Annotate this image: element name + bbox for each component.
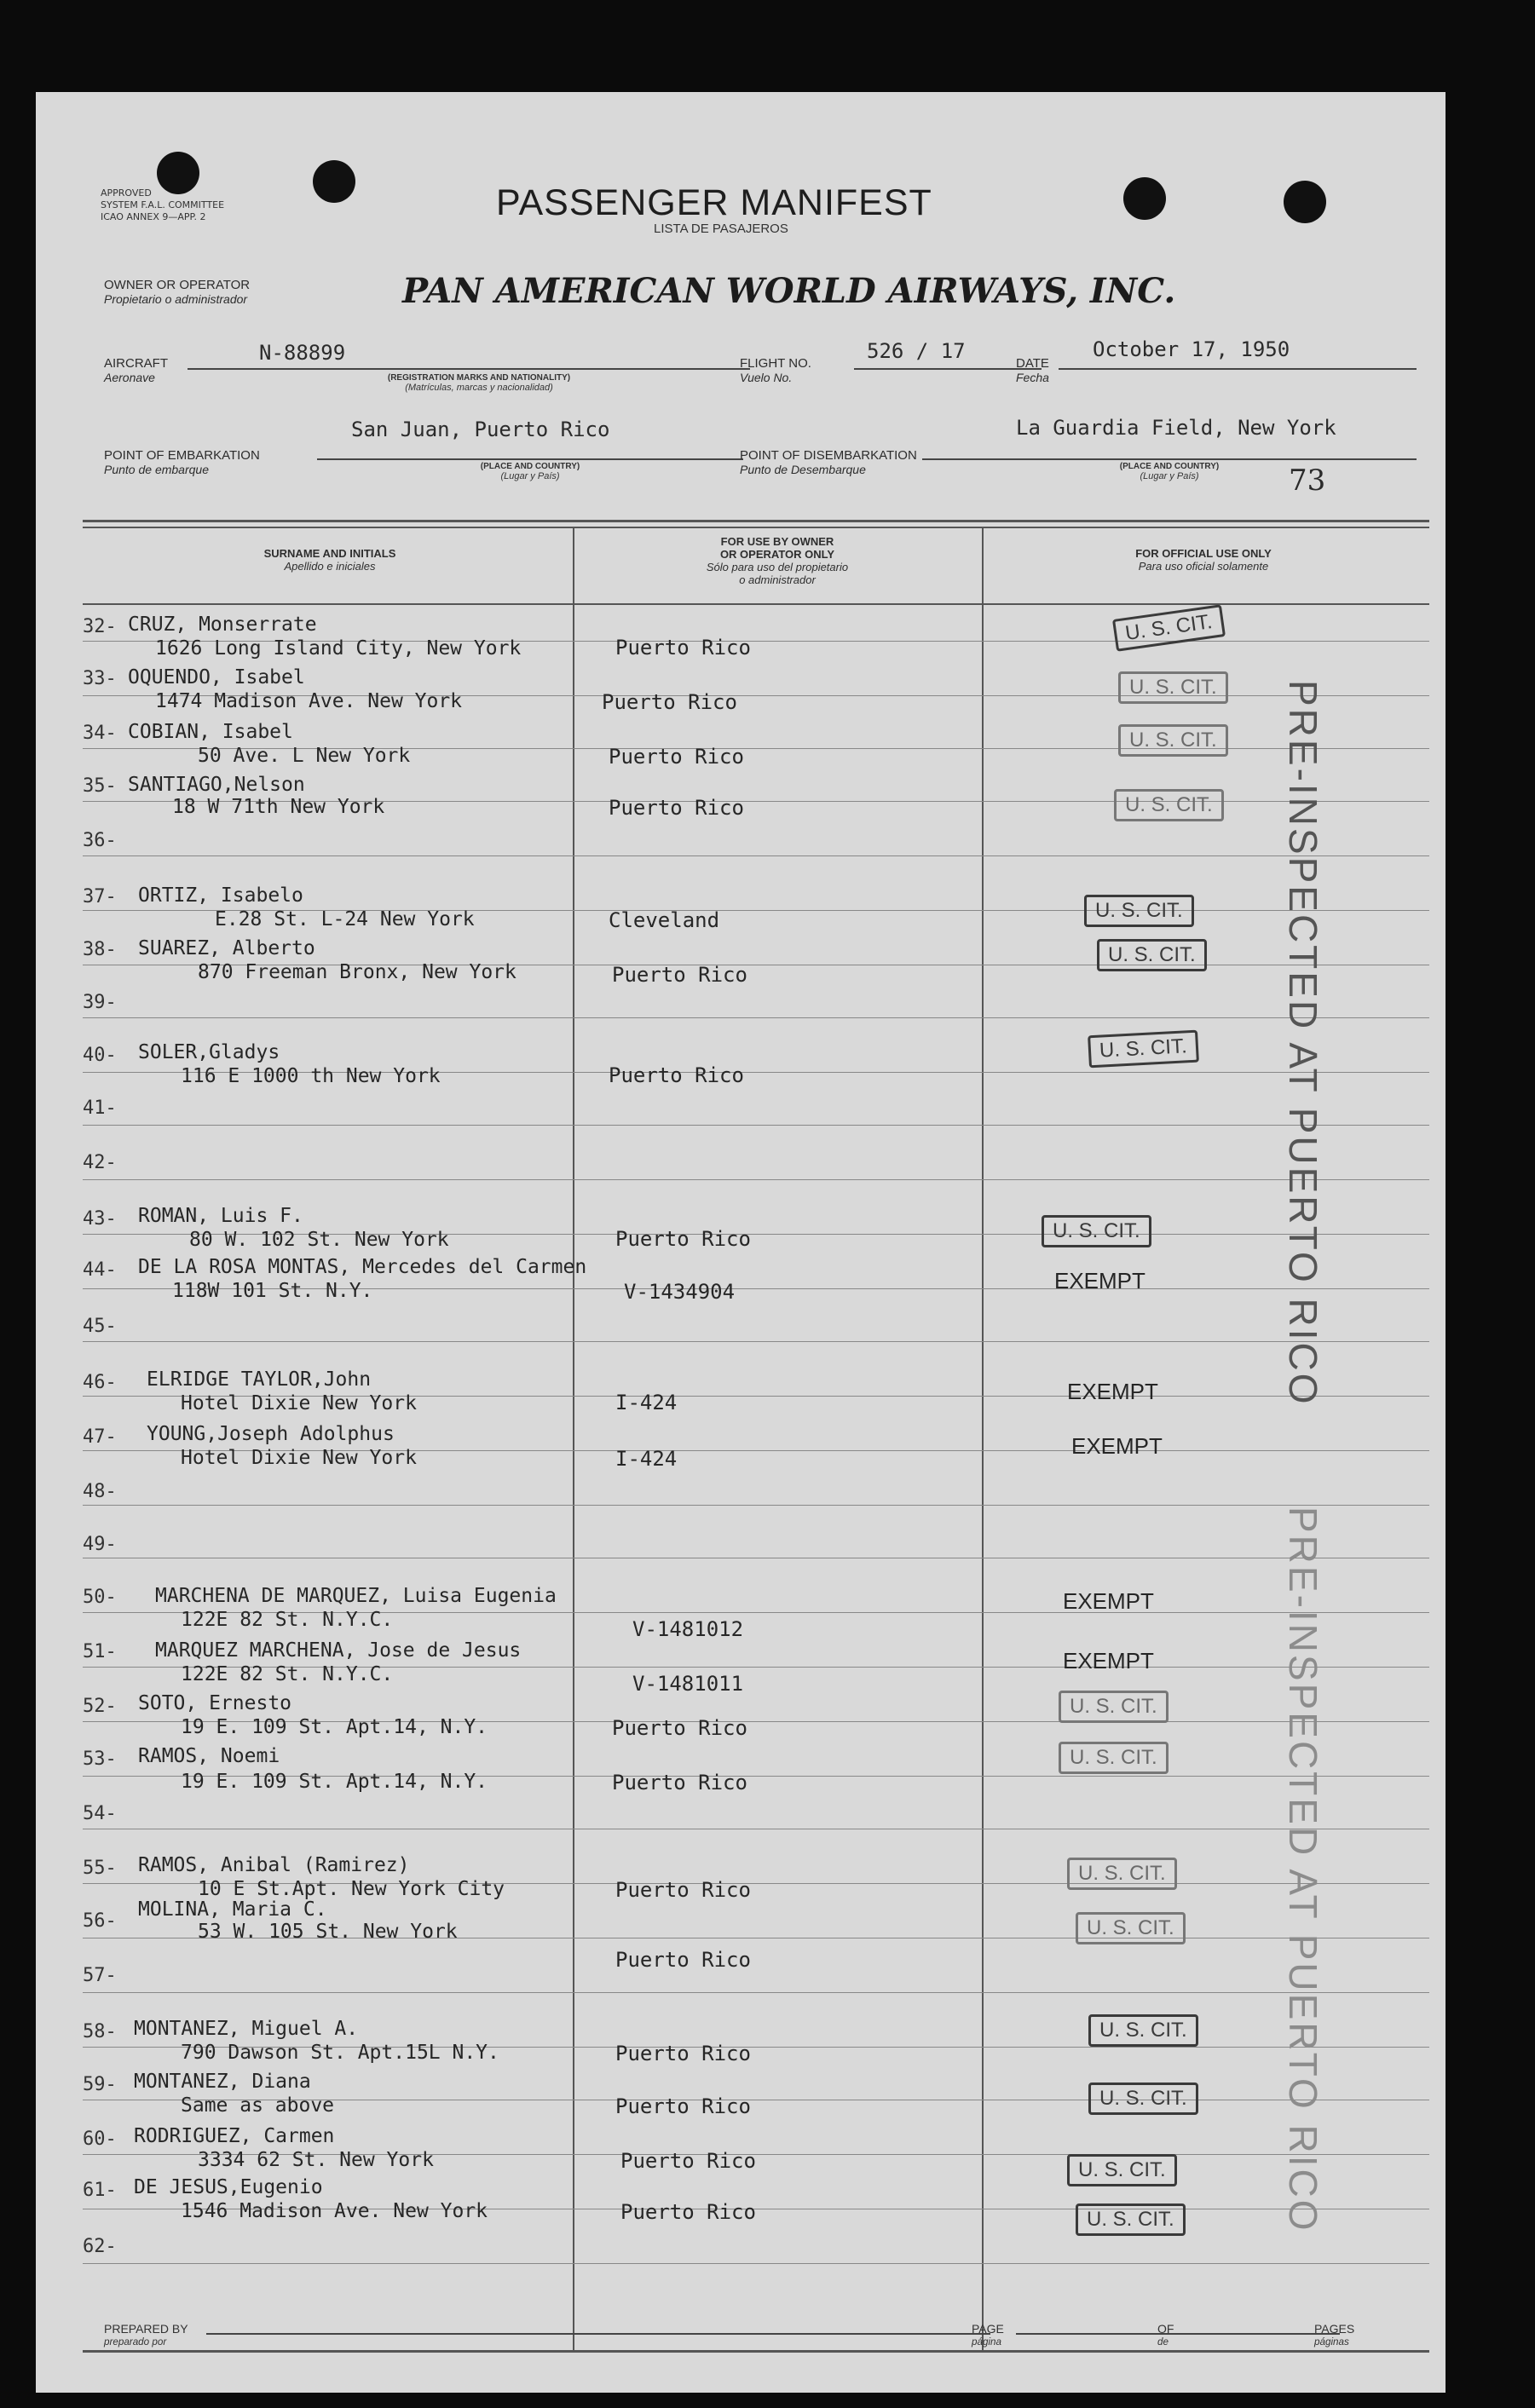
passenger-address: 118W 101 St. N.Y. [172,1280,373,1302]
row-number: 45- [83,1316,117,1337]
passenger-name: MOLINA, Maria C. [138,1898,327,1921]
passenger-name: COBIAN, Isabel [128,721,293,743]
table-top-rule-2 [83,527,1429,528]
destination: V-1481012 [632,1617,744,1641]
punch-hole-right-2 [1284,181,1326,223]
form-title: PASSENGER MANIFEST [496,182,932,223]
passenger-name: MONTANEZ, Miguel A. [134,2018,359,2040]
destination: I-424 [615,1391,678,1414]
us-citizen-stamp: U. S. CIT. [1114,789,1224,821]
date-value: October 17, 1950 [1093,337,1290,361]
row-number: 39- [83,992,117,1013]
row-number: 38- [83,939,117,960]
passenger-name: RAMOS, Noemi [138,1745,280,1767]
passenger-name: OQUENDO, Isabel [128,666,305,688]
date-underline [1059,368,1417,370]
approval-note [101,187,224,223]
passenger-address: 50 Ave. L New York [198,745,411,767]
us-citizen-stamp: U. S. CIT. [1076,2203,1186,2236]
destination: Puerto Rico [620,2200,756,2224]
destination: Cleveland [609,908,720,932]
us-citizen-stamp: U. S. CIT. [1118,671,1228,704]
destination: Puerto Rico [612,963,747,987]
us-citizen-stamp: U. S. CIT. [1059,1691,1169,1723]
destination: Puerto Rico [615,636,751,660]
passenger-address: 790 Dawson St. Apt.15L N.Y. [181,2042,499,2064]
embarkation-value: San Juan, Puerto Rico [351,418,610,441]
approval-line-1: APPROVED [101,187,152,199]
row-number: 60- [83,2129,117,2150]
exempt-stamp: EXEMPT [1071,1433,1163,1459]
form-subtitle: LISTA DE PASAJEROS [654,222,788,236]
row-rule [83,2263,1429,2264]
destination: Puerto Rico [612,1716,747,1740]
row-number: 42- [83,1152,117,1173]
us-citizen-stamp: U. S. CIT. [1088,1030,1199,1069]
destination: V-1481011 [632,1672,744,1696]
row-number: 44- [83,1259,117,1281]
us-citizen-stamp: U. S. CIT. [1059,1742,1169,1774]
passenger-address: 122E 82 St. N.Y.C. [181,1663,394,1685]
passenger-address: 1546 Madison Ave. New York [181,2200,488,2222]
us-citizen-stamp: U. S. CIT. [1097,939,1207,971]
header-bottom-rule [83,603,1429,605]
row-rule [83,1017,1429,1018]
passenger-address: Hotel Dixie New York [181,1392,417,1414]
disembarkation-value: La Guardia Field, New York [1016,416,1336,440]
row-number: 43- [83,1208,117,1230]
embarkation-underline [317,458,743,460]
row-number: 32- [83,616,117,637]
row-number: 48- [83,1481,117,1502]
destination: Puerto Rico [615,1878,751,1902]
us-citizen-stamp: U. S. CIT. [1042,1215,1151,1247]
passenger-address: 53 W. 105 St. New York [198,1921,458,1943]
us-citizen-stamp: U. S. CIT. [1076,1912,1186,1944]
passenger-address: E.28 St. L-24 New York [215,908,475,930]
row-number: 61- [83,2180,117,2201]
manifest-sheet [36,92,1446,2393]
passenger-address: Same as above [181,2094,335,2117]
passenger-name: MONTANEZ, Diana [134,2071,311,2093]
row-number: 40- [83,1045,117,1066]
destination: Puerto Rico [620,2149,756,2173]
us-citizen-stamp: U. S. CIT. [1088,2083,1198,2115]
punch-hole-center-left [313,160,355,203]
disembark-place-caption: (PLACE AND COUNTRY) (Lugar y País) [1119,462,1220,481]
us-citizen-stamp: U. S. CIT. [1067,1858,1177,1890]
passenger-address: 19 E. 109 St. Apt.14, N.Y. [181,1771,488,1793]
destination: Puerto Rico [612,1771,747,1794]
prepared-by-label: PREPARED BY preparado por [104,2322,188,2348]
passenger-name: YOUNG,Joseph Adolphus [147,1423,395,1445]
destination: Puerto Rico [609,796,744,820]
row-number: 58- [83,2021,117,2042]
row-number: 56- [83,1910,117,1932]
owner-label: OWNER OR OPERATOR Propietario o administrador [104,278,251,306]
passenger-address: 122E 82 St. N.Y.C. [181,1609,394,1631]
passenger-name: MARQUEZ MARCHENA, Jose de Jesus [155,1639,522,1662]
passenger-address: 10 E St.Apt. New York City [198,1878,505,1900]
passenger-name: CRUZ, Monserrate [128,614,317,636]
preinspected-stamp-lower: PRE-INSPECTED AT PUERTO RICO [1281,1506,1325,2233]
destination: Puerto Rico [609,1063,744,1087]
destination: Puerto Rico [615,2094,751,2118]
row-number: 53- [83,1748,117,1770]
row-number: 34- [83,723,117,744]
row-number: 37- [83,886,117,907]
table-bottom-rule [83,2350,1429,2353]
us-citizen-stamp: U. S. CIT. [1088,2014,1198,2047]
column-header-owner-use: FOR USE BY OWNER OR OPERATOR ONLY Sólo para uso del propietario o administrador [706,535,849,586]
disembarkation-label: POINT OF DISEMBARKATION Punto de Desembarque [740,448,917,476]
passenger-name: ELRIDGE TAYLOR,John [147,1368,372,1391]
passenger-name: MARCHENA DE MARQUEZ, Luisa Eugenia [155,1585,557,1607]
embark-place-caption: (PLACE AND COUNTRY) (Lugar y País) [480,462,580,481]
row-number: 33- [83,668,117,689]
us-citizen-stamp: U. S. CIT. [1118,724,1228,757]
row-number: 52- [83,1696,117,1717]
preinspected-stamp-upper: PRE-INSPECTED AT PUERTO RICO [1281,680,1325,1407]
column-header-surname: SURNAME AND INITIALS Apellido e iniciales [263,547,396,573]
destination: Puerto Rico [615,1948,751,1972]
row-number: 62- [83,2236,117,2257]
exempt-stamp: EXEMPT [1063,1588,1154,1614]
passenger-name: ROMAN, Luis F. [138,1205,303,1227]
page-label: PAGE página [972,2322,1004,2348]
row-rule [83,1992,1429,1993]
row-number: 49- [83,1534,117,1555]
passenger-name: RAMOS, Anibal (Ramirez) [138,1854,410,1876]
of-label: OF de [1157,2322,1174,2348]
passenger-name: DE LA ROSA MONTAS, Mercedes del Carmen [138,1256,587,1278]
destination: V-1434904 [624,1280,736,1304]
prepared-by-line [206,2333,990,2335]
row-number: 54- [83,1803,117,1824]
row-rule [83,1125,1429,1126]
passenger-address: 19 E. 109 St. Apt.14, N.Y. [181,1716,488,1738]
row-rule [83,1341,1429,1342]
passenger-name: SUAREZ, Alberto [138,937,315,959]
column-divider-1 [573,527,574,2350]
row-number: 55- [83,1858,117,1879]
passenger-address: 870 Freeman Bronx, New York [198,961,516,983]
row-rule [83,855,1429,856]
passenger-address: Hotel Dixie New York [181,1447,417,1469]
us-citizen-stamp: U. S. CIT. [1084,895,1194,927]
row-rule [83,1505,1429,1506]
table-top-rule [83,520,1429,522]
page-number: 73 [1289,464,1326,498]
column-divider-2 [982,527,984,2350]
approval-line-3: ICAO ANNEX 9—APP. 2 [101,211,206,222]
row-number: 36- [83,830,117,851]
row-number: 46- [83,1372,117,1393]
destination: I-424 [615,1447,678,1471]
destination: Puerto Rico [615,2042,751,2065]
passenger-address: 80 W. 102 St. New York [189,1229,449,1251]
row-number: 47- [83,1426,117,1448]
row-number: 50- [83,1587,117,1608]
passenger-address: 3334 62 St. New York [198,2149,434,2171]
row-number: 59- [83,2074,117,2095]
passenger-name: DE JESUS,Eugenio [134,2176,323,2198]
aircraft-value: N-88899 [259,341,346,365]
date-label: DATE Fecha [1016,356,1049,384]
column-header-official-use: FOR OFFICIAL USE ONLY Para uso oficial solamente [1135,547,1272,573]
passenger-name: RODRIGUEZ, Carmen [134,2125,335,2147]
exempt-stamp: EXEMPT [1054,1268,1145,1293]
punch-hole-right-1 [1123,177,1166,220]
flight-label: FLIGHT NO. Vuelo No. [740,356,811,384]
aircraft-underline [188,368,750,370]
flight-value: 526 / 17 [867,339,966,363]
aircraft-label: AIRCRAFT Aeronave [104,356,168,384]
row-number: 41- [83,1097,117,1119]
destination: Puerto Rico [602,690,737,714]
destination: Puerto Rico [609,745,744,769]
row-rule [83,1179,1429,1180]
us-citizen-stamp: U. S. CIT. [1112,604,1226,652]
passenger-address: 1626 Long Island City, New York [155,637,522,660]
passenger-address: 116 E 1000 th New York [181,1065,441,1087]
us-citizen-stamp: U. S. CIT. [1067,2154,1177,2186]
exempt-stamp: EXEMPT [1067,1379,1158,1404]
operator-name: PAN AMERICAN WORLD AIRWAYS, INC. [402,271,1176,311]
row-number: 51- [83,1641,117,1662]
destination: Puerto Rico [615,1227,751,1251]
passenger-name: SANTIAGO,Nelson [128,774,305,796]
passenger-name: SOLER,Gladys [138,1041,280,1063]
registration-caption: (REGISTRATION MARKS AND NATIONALITY) (Matrículas, marcas y nacionalidad) [387,373,571,393]
flight-underline [854,368,1042,370]
row-number: 57- [83,1965,117,1986]
passenger-name: SOTO, Ernesto [138,1692,292,1714]
disembarkation-underline [922,458,1417,460]
approval-line-2: SYSTEM F.A.L. COMMITTEE [101,199,225,210]
passenger-address: 1474 Madison Ave. New York [155,690,463,712]
embarkation-label: POINT OF EMBARKATION Punto de embarque [104,448,260,476]
passenger-name: ORTIZ, Isabelo [138,884,303,907]
passenger-address: 18 W 71th New York [172,796,385,818]
row-number: 35- [83,775,117,797]
exempt-stamp: EXEMPT [1063,1648,1154,1674]
pages-label: PAGES páginas [1314,2322,1355,2348]
